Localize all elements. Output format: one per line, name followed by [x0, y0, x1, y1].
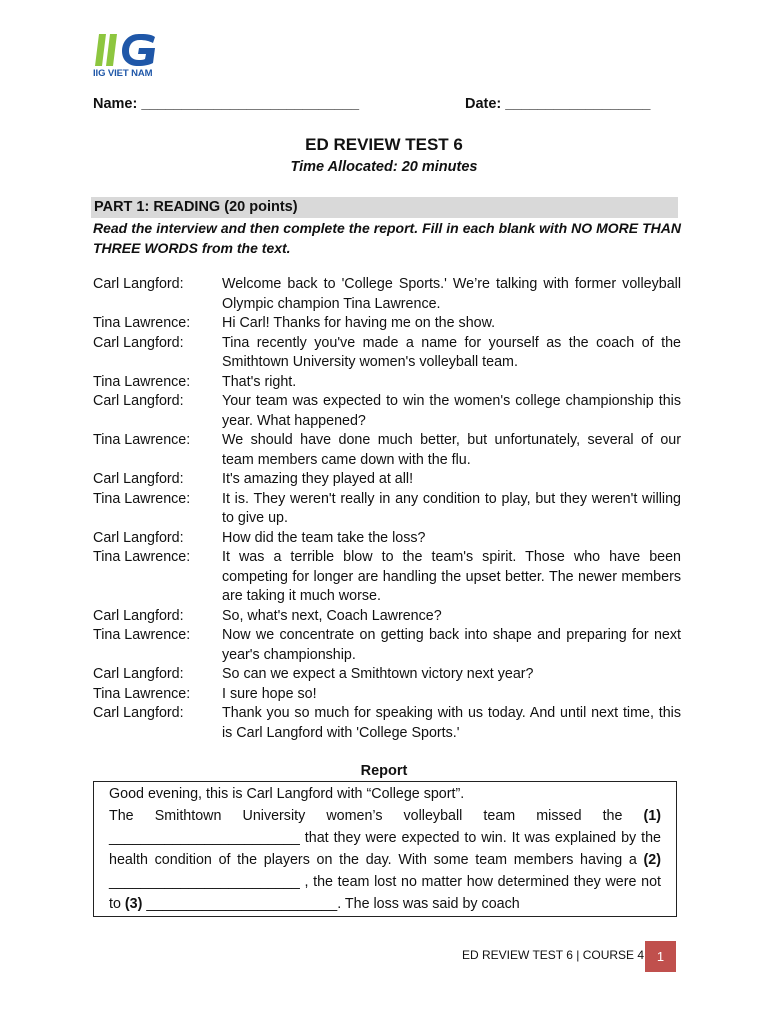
blank-3-label: (3): [124, 896, 143, 912]
dialogue-turn: [93, 490, 681, 529]
speech-text: Welcome back to 'College Sports.' We’re talking with former volleyball Olympic champion Tina Lawrence.: [222, 276, 681, 312]
speaker-name: Carl Langford:: [93, 471, 184, 487]
dialogue-turn: [93, 529, 681, 549]
speaker-name: Tina Lawrence:: [93, 373, 191, 390]
speech-text: Hi Carl! Thanks for having me on the show.: [222, 315, 496, 331]
dialogue-turn: [93, 392, 681, 431]
speaker-name: Tina Lawrence:: [93, 685, 191, 702]
dialogue-turn: [93, 373, 681, 393]
speech-text: That's right.: [222, 373, 297, 390]
report-heading: Report: [360, 763, 408, 779]
report-paragraph: [109, 805, 661, 915]
speech-text: It's amazing they played at all!: [222, 471, 414, 487]
speaker-name: Carl Langford:: [93, 393, 184, 409]
speech-text: It is. They weren't really in any condition to play, but they weren't willing to give up.: [222, 490, 681, 526]
footer-text: ED REVIEW TEST 6 | COURSE 4: [462, 948, 645, 962]
speaker-name: Tina Lawrence:: [93, 549, 191, 565]
speaker-name: Carl Langford:: [93, 334, 184, 351]
dialogue-turn: [93, 431, 681, 470]
speech-text: It was a terrible blow to the team's spirit. Those who have been competing for longer are handling the upset better. The newer members are taking it much worse.: [222, 549, 681, 604]
speech-text: Tina recently you've made a name for yourself as the coach of the Smithtown University women's volleyball team.: [222, 334, 681, 370]
dialogue-turn: [93, 470, 681, 490]
report-box: [93, 781, 677, 917]
report-text: [94, 782, 676, 915]
interview-dialogue: [93, 275, 681, 743]
speaker-name: Carl Langford:: [93, 529, 184, 546]
speaker-name: Carl Langford:: [93, 607, 184, 624]
speech-text: Your team was expected to win the women's college championship this year. What happened?: [222, 393, 681, 429]
speaker-name: Tina Lawrence:: [93, 432, 191, 448]
speaker-name: Carl Langford:: [93, 666, 184, 682]
dialogue-turn: [93, 685, 681, 705]
dialogue-turn: [93, 607, 681, 627]
dialogue-turn: [93, 334, 681, 373]
speaker-name: Tina Lawrence:: [93, 627, 191, 643]
report-text-segment: ________________________ that they were expected to win. It was explained by the health condition of the players on the day. With some team members having a: [109, 830, 661, 868]
report-line-1: Good evening, this is Carl Langford with “College sport”.: [109, 786, 465, 802]
speaker-name: Tina Lawrence:: [93, 315, 191, 331]
part1-title: PART 1: READING (20 points): [94, 199, 298, 215]
time-allocated: Time Allocated: 20 minutes: [290, 159, 478, 175]
speaker-name: Carl Langford:: [93, 705, 184, 721]
speech-text: I sure hope so!: [222, 685, 317, 702]
name-field: Name: ___________________________: [93, 96, 360, 112]
dialogue-turn: [93, 665, 681, 685]
dialogue-turn: [93, 548, 681, 607]
dialogue-turn: [93, 626, 681, 665]
report-text-segment: The Smithtown University women’s volleyball team missed the: [109, 808, 644, 824]
iig-logo-mark: [93, 34, 159, 68]
part1-instructions: Read the interview and then complete the report. Fill in each blank with NO MORE THAN THREE WORDS from the text.: [93, 220, 681, 256]
page-number-badge: 1: [645, 941, 676, 972]
speech-text: So can we expect a Smithtown victory next year?: [222, 666, 534, 682]
dialogue-turn: [93, 704, 681, 743]
page-title: ED REVIEW TEST 6: [305, 135, 463, 154]
dialogue-turn: [93, 314, 681, 334]
speech-text: Thank you so much for speaking with us today. And until next time, this is Carl Langford with 'College Sports.': [222, 705, 681, 741]
speech-text: Now we concentrate on getting back into shape and preparing for next year's championship.: [222, 627, 681, 663]
logo-text: IIG VIET NAM: [93, 68, 153, 79]
speaker-name: Tina Lawrence:: [93, 490, 191, 507]
speech-text: So, what's next, Coach Lawrence?: [222, 607, 442, 624]
blank-2-label: (2): [643, 852, 661, 868]
date-field: Date: __________________: [465, 96, 651, 112]
speech-text: How did the team take the loss?: [222, 529, 426, 546]
speech-text: We should have done much better, but unfortunately, several of our team members came down with the flu.: [222, 432, 681, 468]
speaker-name: Carl Langford:: [93, 276, 184, 292]
dialogue-turn: [93, 275, 681, 314]
report-text-segment: ________________________ , the team lost no matter how determined they were not to: [109, 874, 661, 912]
report-text-segment: ________________________. The loss was said by coach: [142, 896, 520, 912]
blank-1-label: (1): [643, 808, 661, 824]
